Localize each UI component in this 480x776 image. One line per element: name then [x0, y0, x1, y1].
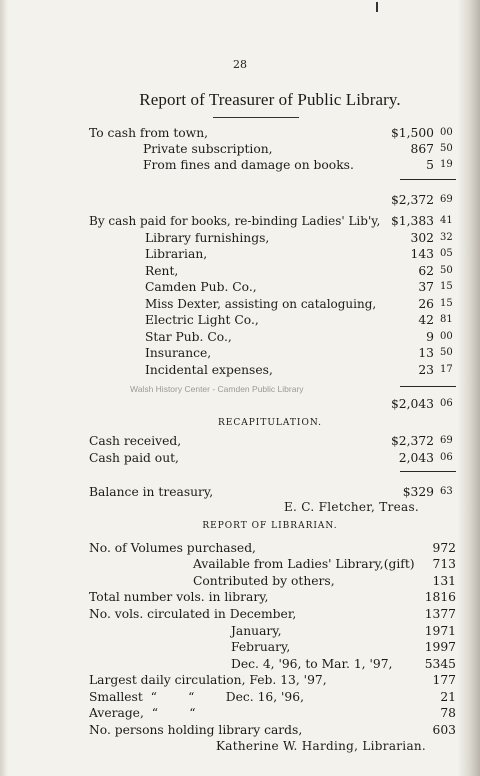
librarian-row-label: Contributed by others, [193, 574, 335, 588]
balance-label: Balance in treasury, [89, 485, 214, 499]
librarian-name: Katherine W. Harding, [216, 739, 359, 753]
receipt-dollars: $1,500 [390, 126, 434, 140]
librarian-signature [216, 739, 426, 753]
payment-dollars: 13 [418, 346, 434, 360]
librarian-row-value: 131 [432, 574, 456, 588]
page-number: 28 [233, 58, 247, 71]
payment-label: Library furnishings, [145, 231, 270, 245]
librarian-row-label: Dec. 4, '96, to Mar. 1, '97, [231, 657, 393, 671]
treasurer-name: E. C. Fletcher, [284, 500, 376, 514]
payment-cents: 50 [440, 265, 453, 276]
title-underline [213, 117, 299, 118]
receipts-total-cents: 69 [440, 194, 453, 205]
recap-cents: 06 [440, 452, 453, 463]
payment-dollars: $1,383 [390, 214, 434, 228]
recap-cents: 69 [440, 435, 453, 446]
receipts-total-dollars: $2,372 [390, 193, 434, 207]
treasurer-signature [284, 500, 419, 514]
receipt-label: From fines and damage on books. [143, 158, 354, 172]
payment-label: Insurance, [145, 346, 212, 360]
treasurer-title: Treas. [379, 500, 420, 514]
librarian-row-value: 5345 [424, 657, 456, 671]
payment-label: By cash paid for books, re-binding Ladies' Lib'y, [89, 214, 381, 228]
librarian-title: Librarian. [362, 739, 427, 753]
payment-label: Rent, [145, 264, 179, 278]
sum-rule [400, 471, 456, 472]
receipt-dollars: 5 [426, 158, 434, 172]
payment-label: Incidental expenses, [145, 363, 273, 377]
recap-dollars: $2,372 [390, 434, 434, 448]
librarian-row-value: 21 [440, 690, 456, 704]
payment-cents: 05 [440, 248, 453, 259]
librarian-row-label: Average, “ “ [89, 706, 196, 720]
ink-mark [376, 2, 378, 12]
report-title: Report of Treasurer of Public Library. [139, 90, 401, 109]
payment-cents: 41 [440, 215, 453, 226]
librarian-row-label: No. of Volumes purchased, [89, 541, 256, 555]
archive-watermark: Walsh History Center - Camden Public Library [130, 384, 304, 394]
payment-dollars: 26 [418, 297, 434, 311]
payment-label: Electric Light Co., [145, 313, 259, 327]
receipt-cents: 00 [440, 127, 453, 138]
receipt-label: To cash from town, [89, 126, 209, 140]
page-shadow-left [0, 0, 8, 776]
payment-label: Star Pub. Co., [145, 330, 232, 344]
librarian-row-label: January, [231, 624, 282, 638]
payment-dollars: 143 [410, 247, 434, 261]
librarian-row-label: No. persons holding library cards, [89, 723, 303, 737]
librarian-heading: REPORT OF LIBRARIAN. [202, 521, 338, 531]
payment-dollars: 42 [418, 313, 434, 327]
librarian-row-value: 1816 [424, 590, 456, 604]
librarian-row-value: 78 [440, 706, 456, 720]
receipt-cents: 50 [440, 143, 453, 154]
balance-cents: 63 [440, 486, 453, 497]
librarian-row-value: 177 [432, 673, 456, 687]
payment-dollars: 23 [418, 363, 434, 377]
payment-label: Miss Dexter, assisting on cataloguing, [145, 297, 377, 311]
librarian-row-value: 603 [432, 723, 456, 737]
librarian-row-value: 713 [432, 557, 456, 571]
payments-total-cents: 06 [440, 398, 453, 409]
payment-label: Camden Pub. Co., [145, 280, 257, 294]
payment-cents: 81 [440, 314, 453, 325]
balance-dollars: $329 [402, 485, 434, 499]
payments-total-dollars: $2,043 [390, 397, 434, 411]
payment-cents: 50 [440, 347, 453, 358]
recapitulation-heading: RECAPITULATION. [217, 418, 322, 428]
recap-dollars: 2,043 [398, 451, 434, 465]
receipt-cents: 19 [440, 159, 453, 170]
librarian-row-label: Largest daily circulation, Feb. 13, '97, [89, 673, 327, 687]
payment-dollars: 302 [410, 231, 434, 245]
recap-label: Cash received, [89, 434, 182, 448]
payment-dollars: 37 [418, 280, 434, 294]
librarian-row-label: Total number vols. in library, [89, 590, 269, 604]
receipt-label: Private subscription, [143, 142, 273, 156]
librarian-row-label: February, [231, 640, 291, 654]
page-binding-edge [458, 0, 480, 776]
librarian-row-label: Available from Ladies' Library,(gift) [193, 557, 415, 571]
payment-cents: 17 [440, 364, 453, 375]
librarian-row-value: 1971 [424, 624, 456, 638]
payment-cents: 15 [440, 298, 453, 309]
payment-cents: 00 [440, 331, 453, 342]
librarian-row-value: 1377 [424, 607, 456, 621]
payment-dollars: 62 [418, 264, 434, 278]
sum-rule [400, 386, 456, 387]
payment-label: Librarian, [145, 247, 208, 261]
payment-dollars: 9 [426, 330, 434, 344]
payment-cents: 32 [440, 232, 453, 243]
payment-cents: 15 [440, 281, 453, 292]
librarian-row-value: 1997 [424, 640, 456, 654]
sum-rule [400, 179, 456, 180]
librarian-row-label: Smallest “ “ Dec. 16, '96, [89, 690, 304, 704]
receipt-dollars: 867 [410, 142, 434, 156]
recap-label: Cash paid out, [89, 451, 179, 465]
librarian-row-label: No. vols. circulated in December, [89, 607, 297, 621]
librarian-row-value: 972 [432, 541, 456, 555]
